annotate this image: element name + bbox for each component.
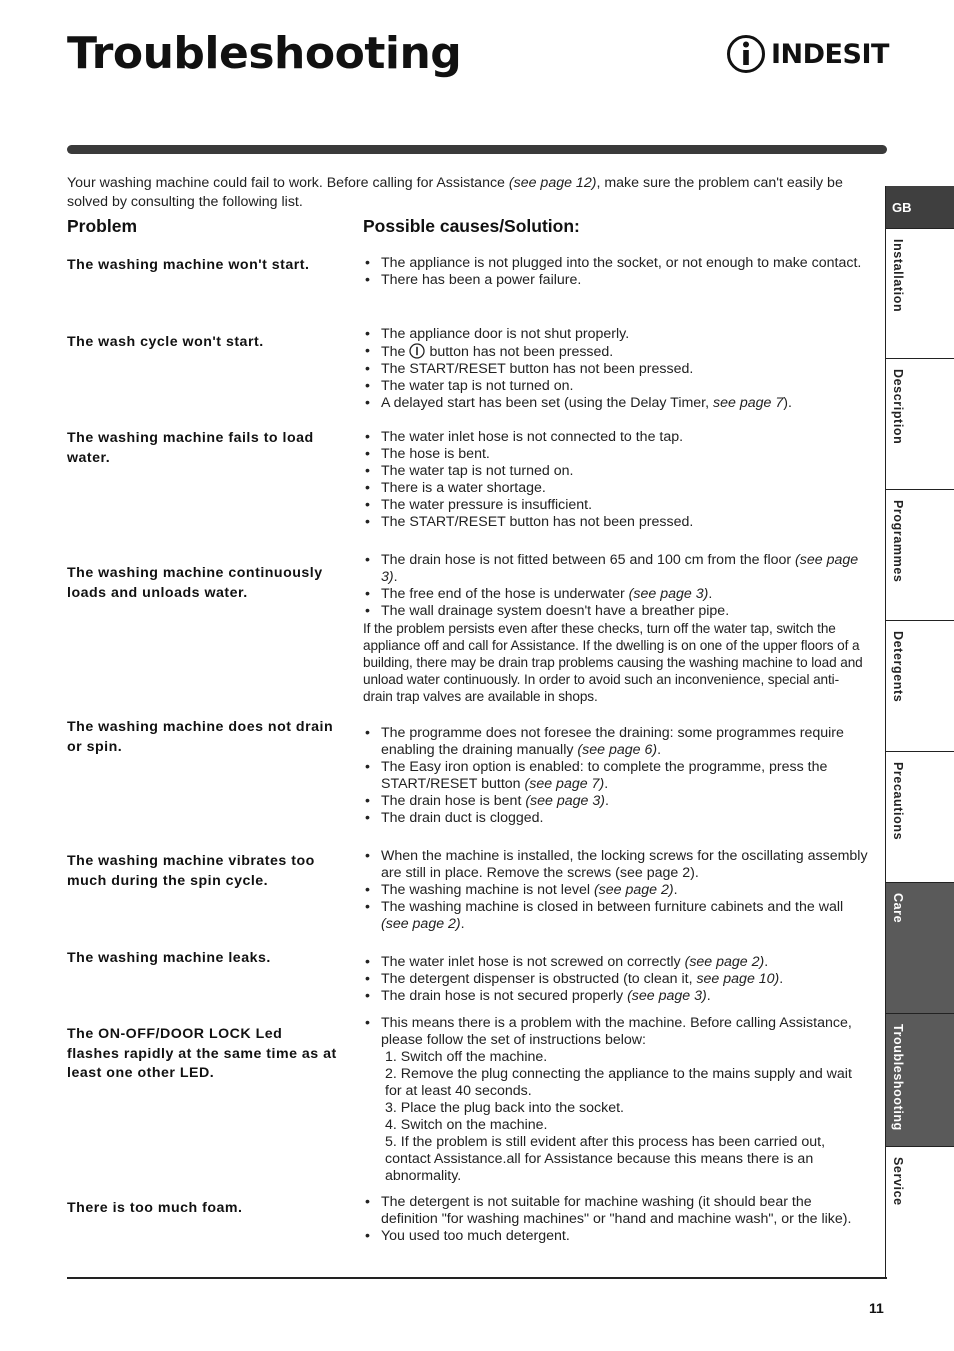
list-item: • The free end of the hose is underwater (see page 3). — [363, 586, 868, 603]
indesit-logo-icon — [726, 34, 766, 74]
solution-column-header: Possible causes/Solution: — [363, 216, 580, 236]
sidebar-tab-label: Description — [891, 369, 905, 445]
sidebar-tab-label: Service — [891, 1157, 905, 1206]
sidebar-tab-programmes[interactable] — [886, 489, 954, 620]
intro-paragraph: Your washing machine could fail to work. Before calling for Assistance (see page 12), make sure the problem can't easily be solved by consulting the following list. — [67, 175, 843, 210]
sidebar-tab-label: Detergents — [891, 631, 905, 703]
sidebar-tab-installation[interactable] — [886, 228, 954, 358]
list-item: • The washing machine is not level (see page 2). — [363, 882, 868, 899]
note-paragraph: If the problem persists even after these checks, turn off the water tap, switch the appliance off and call for Assistance. If the dwelling is on one of the upper floors of a building, there may be drain trap problems causing the washing machine to load and unload water continuously. In order to avoid such an inconvenience, special anti-drain trap valves are available in shops. — [363, 621, 863, 704]
page-title: Troubleshooting — [67, 28, 462, 79]
list-item: • The START/RESET button has not been pressed. — [363, 361, 868, 378]
problem-column-header: Problem — [67, 216, 138, 236]
list-item: • You used too much detergent. — [363, 1228, 868, 1245]
language-tab[interactable]: GB — [886, 186, 954, 228]
step-item: 4. Switch on the machine. — [385, 1117, 548, 1133]
sidebar-tab-care[interactable] — [886, 882, 954, 1013]
footer-divider — [67, 1277, 887, 1279]
step-item: 2. Remove the plug connecting the appliance to the mains supply and wait for at least 40 seconds. — [385, 1066, 852, 1099]
solution-list — [363, 1015, 868, 1185]
step-item: 5. If the problem is still evident after this process has been carried out, contact Assistance.all for Assistance because this means there is an abnormality. — [385, 1134, 826, 1184]
sidebar-tab-precautions[interactable] — [886, 751, 954, 882]
list-item: • The drain hose is not secured properly (see page 3). — [363, 988, 868, 1005]
solution-list — [363, 429, 868, 531]
problem-label: The wash cycle won't start. — [67, 334, 264, 350]
list-item: • The drain hose is not fitted between 65 and 100 cm from the floor (see page 3). — [363, 552, 868, 586]
sidebar-tab-service[interactable] — [886, 1146, 954, 1280]
list-item: • This means there is a problem with the machine. Before calling Assistance, please follow the set of instructions below: — [363, 1015, 868, 1049]
solution-list — [363, 954, 868, 1005]
list-item: • The programme does not foresee the draining: some programmes require enabling the draining manually (see page 6). — [363, 725, 868, 759]
problem-label: The washing machine continuously loads and unloads water. — [67, 565, 323, 601]
page-number: 11 — [869, 1300, 884, 1316]
problem-label: There is too much foam. — [67, 1200, 243, 1216]
list-item: • The appliance door is not shut properly. — [363, 326, 868, 343]
list-item: • The water tap is not turned on. — [363, 463, 868, 480]
indesit-logo — [726, 34, 889, 74]
step-item: 3. Place the plug back into the socket. — [385, 1100, 624, 1116]
solution-list — [363, 326, 868, 412]
step-item: 1. Switch off the machine. — [385, 1049, 548, 1065]
list-item: • When the machine is installed, the locking screws for the oscillating assembly are still in place. Remove the screws (see page 2). — [363, 848, 868, 882]
logo-text: INDESIT — [771, 38, 889, 70]
solution-list — [363, 1194, 868, 1245]
sidebar-tab-detergents[interactable] — [886, 620, 954, 751]
list-item: • The hose is bent. — [363, 446, 868, 463]
sidebar-tab-label: Programmes — [891, 500, 905, 583]
header-divider — [67, 145, 887, 154]
list-item: • The detergent is not suitable for machine washing (it should bear the definition "for washing machines" or "hand and machine wash", or the like). — [363, 1194, 868, 1228]
list-item: • The appliance is not plugged into the socket, or not enough to make contact. — [363, 255, 868, 272]
sidebar-tab-label: Care — [891, 893, 905, 924]
list-item: • The washing machine is closed in between furniture cabinets and the wall (see page 2). — [363, 899, 868, 933]
list-item: • The wall drainage system doesn't have a breather pipe. — [363, 603, 868, 620]
list-item: • The drain hose is bent (see page 3). — [363, 793, 868, 810]
solution-list — [363, 552, 868, 705]
problem-label: The washing machine fails to load water. — [67, 430, 314, 466]
sidebar-tab-troubleshooting[interactable] — [886, 1013, 954, 1146]
sidebar-tab-description[interactable] — [886, 358, 954, 489]
list-item: • The water inlet hose is not connected to the tap. — [363, 429, 868, 446]
list-item: • There has been a power failure. — [363, 272, 868, 289]
list-item: • The water tap is not turned on. — [363, 378, 868, 395]
sidebar-tab-label: Precautions — [891, 762, 905, 841]
power-button-icon — [409, 343, 425, 359]
list-item: • The START/RESET button has not been pressed. — [363, 514, 868, 531]
sidebar-tab-label: Installation — [891, 239, 905, 313]
list-item: • A delayed start has been set (using the Delay Timer, see page 7). — [363, 395, 868, 412]
solution-list — [363, 725, 868, 827]
list-item: • The Easy iron option is enabled: to complete the programme, press the START/RESET button (see page 7). — [363, 759, 868, 793]
problem-label: The washing machine leaks. — [67, 950, 271, 966]
problem-label: The ON-OFF/DOOR LOCK Led flashes rapidly at the same time as at least one other LED. — [67, 1026, 337, 1081]
problem-label: The washing machine vibrates too much during the spin cycle. — [67, 853, 315, 889]
list-item: • There is a water shortage. — [363, 480, 868, 497]
problem-label: The washing machine won't start. — [67, 257, 310, 273]
list-item: • The water inlet hose is not screwed on correctly (see page 2). — [363, 954, 868, 971]
solution-list — [363, 848, 868, 933]
list-item: • The water pressure is insufficient. — [363, 497, 868, 514]
problem-label: The washing machine does not drain or spin. — [67, 719, 334, 755]
sidebar-tab-label: Troubleshooting — [891, 1024, 905, 1131]
list-item: • The drain duct is clogged. — [363, 810, 868, 827]
solution-list — [363, 255, 868, 289]
section-sidebar — [886, 186, 954, 1280]
list-item: • The detergent dispenser is obstructed (to clean it, see page 10). — [363, 971, 868, 988]
list-item: • The button has not been pressed. — [363, 343, 868, 361]
